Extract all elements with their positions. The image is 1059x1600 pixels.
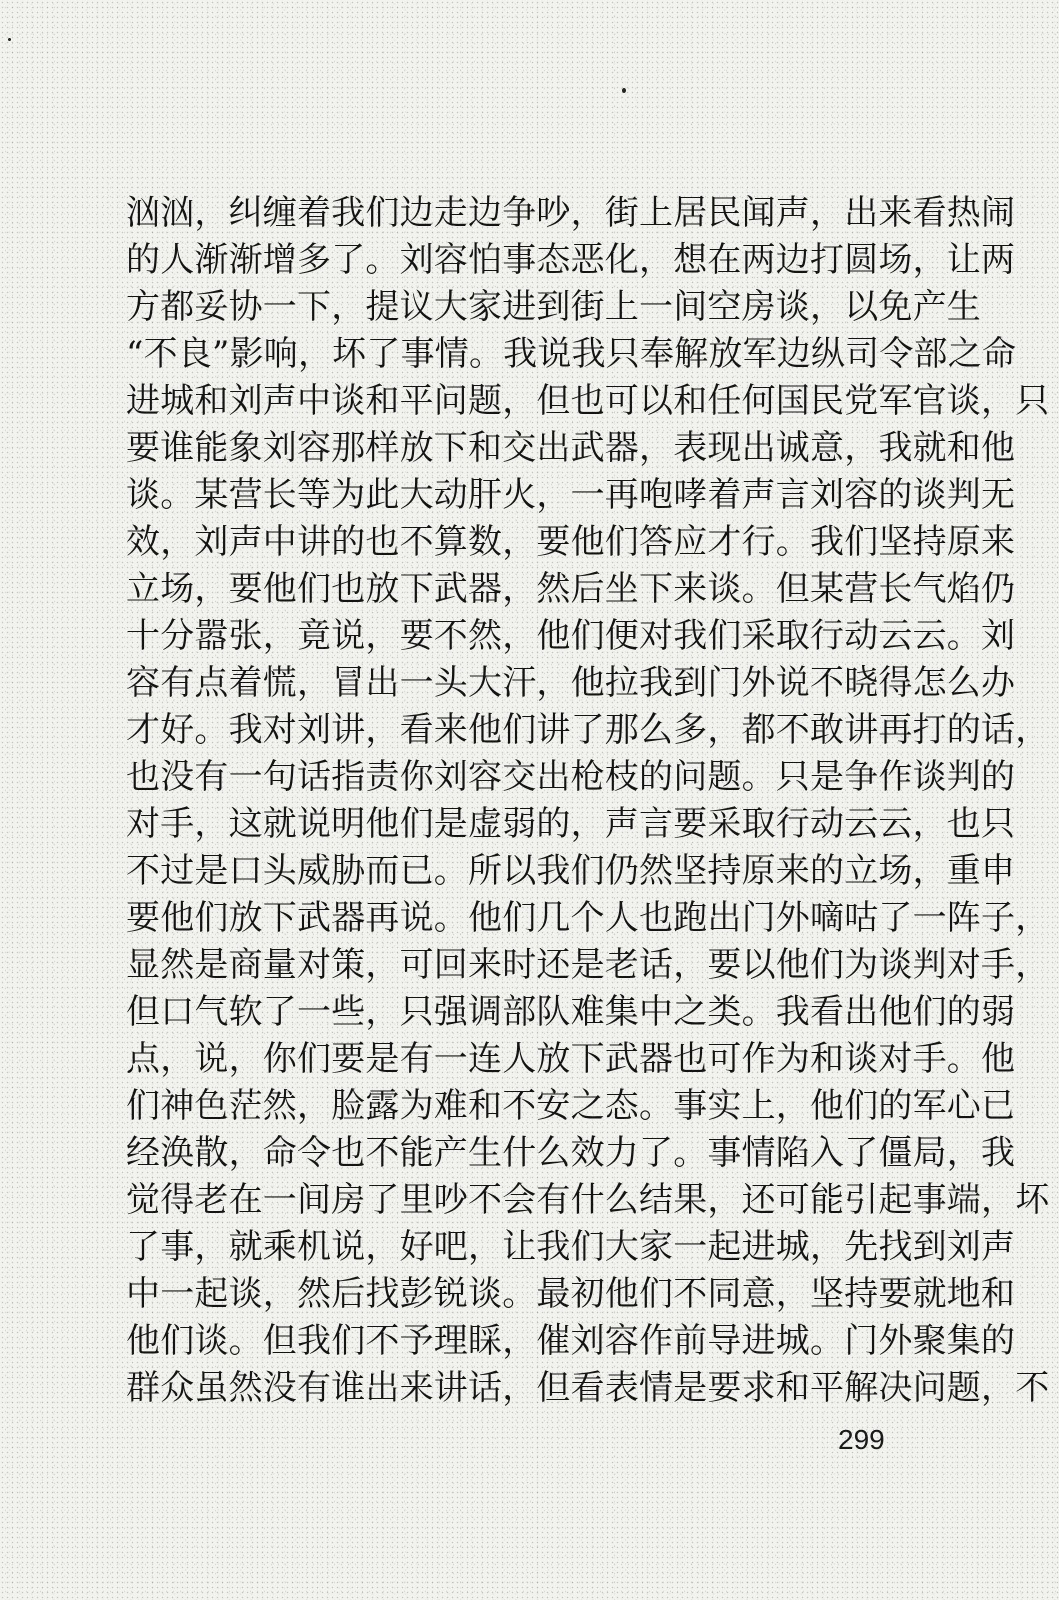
text-line: 们神色茫然，脸露为难和不安之态。事实上，他们的军心已: [126, 1086, 1016, 1126]
text-line: 但口气软了一些，只强调部队难集中之类。我看出他们的弱: [126, 992, 1016, 1032]
page-number: 299: [838, 1424, 885, 1455]
ink-speck: [622, 88, 626, 93]
text-line: 的人渐渐增多了。刘容怕事态恶化，想在两边打圆场，让两: [126, 240, 1016, 280]
text-line: 才好。我对刘讲，看来他们讲了那么多，都不敢讲再打的话，: [126, 710, 1050, 750]
text-line: 十分嚣张，竟说，要不然，他们便对我们采取行动云云。刘: [126, 616, 1016, 656]
text-line: 他们谈。但我们不予理睬，催刘容作前导进城。门外聚集的: [126, 1321, 1016, 1361]
text-line: 经涣散，命令也不能产生什么效力了。事情陷入了僵局，我: [126, 1133, 1016, 1173]
ink-speck: [8, 38, 11, 41]
text-line: 汹汹，纠缠着我们边走边争吵，街上居民闻声，出来看热闹: [126, 193, 1016, 233]
text-line: 谈。某营长等为此大动肝火，一再咆哮着声言刘容的谈判无: [126, 475, 1016, 515]
text-line: 方都妥协一下，提议大家进到街上一间空房谈，以免产生: [126, 287, 981, 327]
text-line: 容有点着慌，冒出一头大汗，他拉我到门外说不晓得怎么办: [126, 663, 1016, 703]
text-line: 群众虽然没有谁出来讲话，但看表情是要求和平解决问题，不: [126, 1368, 1050, 1408]
text-line: 不过是口头威胁而已。所以我们仍然坚持原来的立场，重申: [126, 851, 1016, 891]
text-line: 点，说，你们要是有一连人放下武器也可作为和谈对手。他: [126, 1039, 1016, 1079]
text-line: 中一起谈，然后找彭锐谈。最初他们不同意，坚持要就地和: [126, 1274, 1016, 1314]
text-line: 觉得老在一间房了里吵不会有什么结果，还可能引起事端，坏: [126, 1180, 1050, 1220]
text-line: 对手，这就说明他们是虚弱的，声言要采取行动云云，也只: [126, 804, 1016, 844]
text-line: “不良”影响，坏了事情。我说我只奉解放军边纵司令部之命: [126, 334, 1017, 374]
text-line: 进城和刘声中谈和平问题，但也可以和任何国民党军官谈，只: [126, 381, 1050, 421]
text-line: 要谁能象刘容那样放下和交出武器，表现出诚意，我就和他: [126, 428, 1016, 468]
text-line: 效，刘声中讲的也不算数，要他们答应才行。我们坚持原来: [126, 522, 1016, 562]
text-line: 要他们放下武器再说。他们几个人也跑出门外嘀咕了一阵子，: [126, 898, 1050, 938]
text-line: 立场，要他们也放下武器，然后坐下来谈。但某营长气焰仍: [126, 569, 1016, 609]
text-line: 也没有一句话指责你刘容交出枪枝的问题。只是争作谈判的: [126, 757, 1016, 797]
text-line: 显然是商量对策，可回来时还是老话，要以他们为谈判对手，: [126, 945, 1050, 985]
text-line: 了事，就乘机说，好吧，让我们大家一起进城，先找到刘声: [126, 1227, 1016, 1267]
body-text: [126, 190, 1050, 1412]
